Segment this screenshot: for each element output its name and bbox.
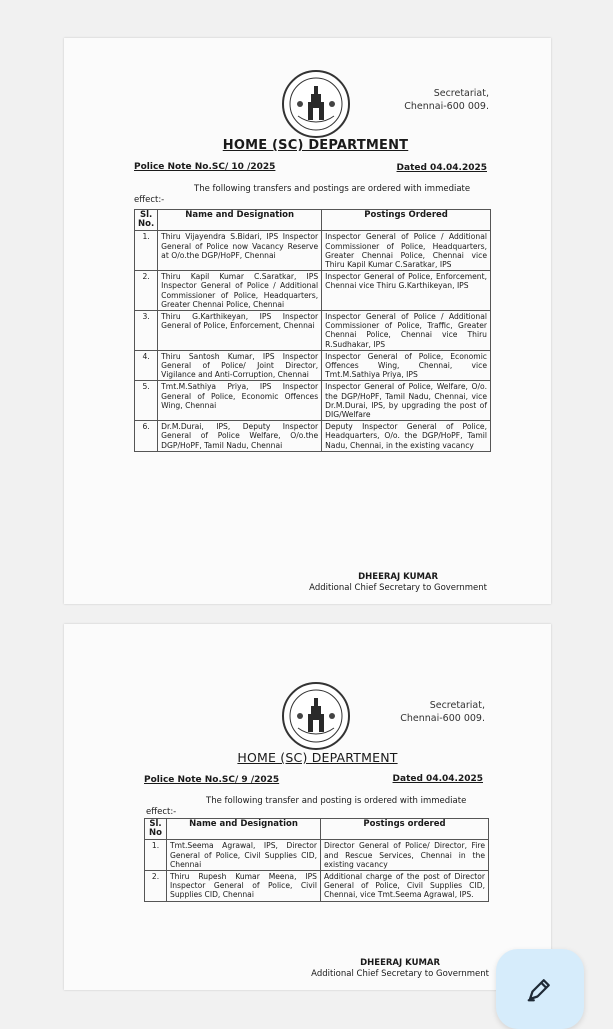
row-name: Thiru Rupesh Kumar Meena, IPS Inspector General of Police, Civil Supplies CID, Chennai: [167, 871, 321, 902]
secretariat-label: Secretariat,: [433, 88, 489, 99]
dated-label: Dated 04.04.2025: [396, 163, 487, 173]
row-posting: Inspector General of Police / Additional Commissioner of Police, Headquarters, Greater Chennai Police, Chennai vice Thiru Kapil Kumar C.Saratkar, IPS: [322, 231, 491, 271]
row-posting: Inspector General of Police, Welfare, O/o. the DGP/HoPF, Tamil Nadu, Chennai, vice Dr.M.Durai, IPS, by upgrading the post of DIG/Welfare: [322, 381, 491, 421]
table-row: [135, 350, 491, 381]
row-posting: Inspector General of Police, Economic Offences Wing, Chennai, vice Tmt.M.Sathiya Priya, IPS: [322, 350, 491, 381]
row-sl: 3.: [135, 311, 158, 351]
intro-line-2: effect:-: [146, 807, 177, 817]
table-row: [135, 311, 491, 351]
table-header-row: [145, 819, 489, 840]
signer-name: DHEERAJ KUMAR: [358, 572, 439, 582]
tamil-nadu-emblem-icon: [282, 70, 350, 138]
signature-block: [311, 958, 489, 980]
police-note-number: Police Note No.SC/ 10 /2025: [134, 162, 276, 172]
row-sl: 2.: [145, 871, 167, 902]
table-row: [145, 871, 489, 902]
secretariat-address: [404, 88, 489, 113]
orders-table: [134, 209, 491, 452]
row-name: Thiru Vijayendra S.Bidari, IPS Inspector General of Police now Vacancy Reserve at O/o.the DGP/HoPF, Chennai: [158, 231, 322, 271]
dated-label: Dated 04.04.2025: [392, 774, 483, 784]
police-note-number: Police Note No.SC/ 9 /2025: [144, 775, 280, 785]
intro-line-1: The following transfers and postings are ordered with immediate: [194, 184, 471, 194]
row-sl: 6.: [135, 421, 158, 452]
row-name: Dr.M.Durai, IPS, Deputy Inspector General of Police Welfare, O/o.the DGP/HoPF, Tamil Nadu, Chennai: [158, 421, 322, 452]
header-postings: Postings ordered: [321, 819, 489, 840]
tamil-nadu-emblem-icon: [282, 682, 350, 750]
row-sl: 1.: [135, 231, 158, 271]
row-sl: 2.: [135, 271, 158, 311]
row-name: Thiru Kapil Kumar C.Saratkar, IPS Inspector General of Police / Additional Commissioner of Police, Headquarters, Greater Chennai Police, Chennai: [158, 271, 322, 311]
header-postings: Postings Ordered: [322, 210, 491, 231]
header-name-designation: Name and Designation: [167, 819, 321, 840]
row-posting: Deputy Inspector General of Police, Headquarters, O/o. the DGP/HoPF, Tamil Nadu, Chennai, in the existing vacancy: [322, 421, 491, 452]
edit-pen-icon: [525, 974, 555, 1004]
intro-line-1: The following transfer and posting is ordered with immediate: [206, 796, 467, 806]
table-row: [135, 231, 491, 271]
intro-text: [146, 796, 566, 818]
header-sl-no: Sl. No: [145, 819, 167, 840]
signer-title: Additional Chief Secretary to Government: [309, 583, 487, 593]
header-name-designation: Name and Designation: [158, 210, 322, 231]
table-header-row: [135, 210, 491, 231]
signer-name: DHEERAJ KUMAR: [360, 958, 441, 968]
table-row: [135, 421, 491, 452]
row-name: Tmt.Seema Agrawal, IPS, Director General of Police, Civil Supplies CID, Chennai: [167, 840, 321, 871]
address-line: Chennai-600 009.: [404, 100, 489, 112]
row-posting: Additional charge of the post of Director General of Police, Civil Supplies CID, Chennai, vice Tmt.Seema Agrawal, IPS.: [321, 871, 489, 902]
row-posting: Director General of Police/ Director, Fire and Rescue Services, Chennai in the existing vacancy: [321, 840, 489, 871]
table-row: [135, 381, 491, 421]
document-page-1: [64, 38, 551, 604]
signature-block: [309, 572, 487, 594]
row-sl: 1.: [145, 840, 167, 871]
department-title: HOME (SC) DEPARTMENT: [237, 750, 398, 765]
row-name: Thiru G.Karthikeyan, IPS Inspector General of Police, Enforcement, Chennai: [158, 311, 322, 351]
row-sl: 5.: [135, 381, 158, 421]
row-posting: Inspector General of Police / Additional Commissioner of Police, Traffic, Greater Chennai Police, Chennai vice Thiru R.Sudhakar, IPS: [322, 311, 491, 351]
department-title: HOME (SC) DEPARTMENT: [222, 138, 409, 153]
edit-button[interactable]: [496, 949, 584, 1029]
intro-line-2: effect:-: [134, 195, 165, 205]
row-name: Tmt.M.Sathiya Priya, IPS Inspector General of Police, Economic Offences Wing, Chennai: [158, 381, 322, 421]
orders-table: [144, 818, 489, 902]
row-sl: 4.: [135, 350, 158, 381]
header-sl-no: Sl. No.: [135, 210, 158, 231]
intro-text: [134, 184, 554, 206]
secretariat-label: Secretariat,: [429, 700, 485, 711]
secretariat-address: [400, 700, 485, 725]
table-row: [135, 271, 491, 311]
table-row: [145, 840, 489, 871]
row-name: Thiru Santosh Kumar, IPS Inspector General of Police/ Joint Director, Vigilance and Anti-Corruption, Chennai: [158, 350, 322, 381]
row-posting: Inspector General of Police, Enforcement, Chennai vice Thiru G.Karthikeyan, IPS: [322, 271, 491, 311]
document-page-2: [64, 624, 551, 990]
signer-title: Additional Chief Secretary to Government: [311, 969, 489, 979]
address-line: Chennai-600 009.: [400, 712, 485, 724]
